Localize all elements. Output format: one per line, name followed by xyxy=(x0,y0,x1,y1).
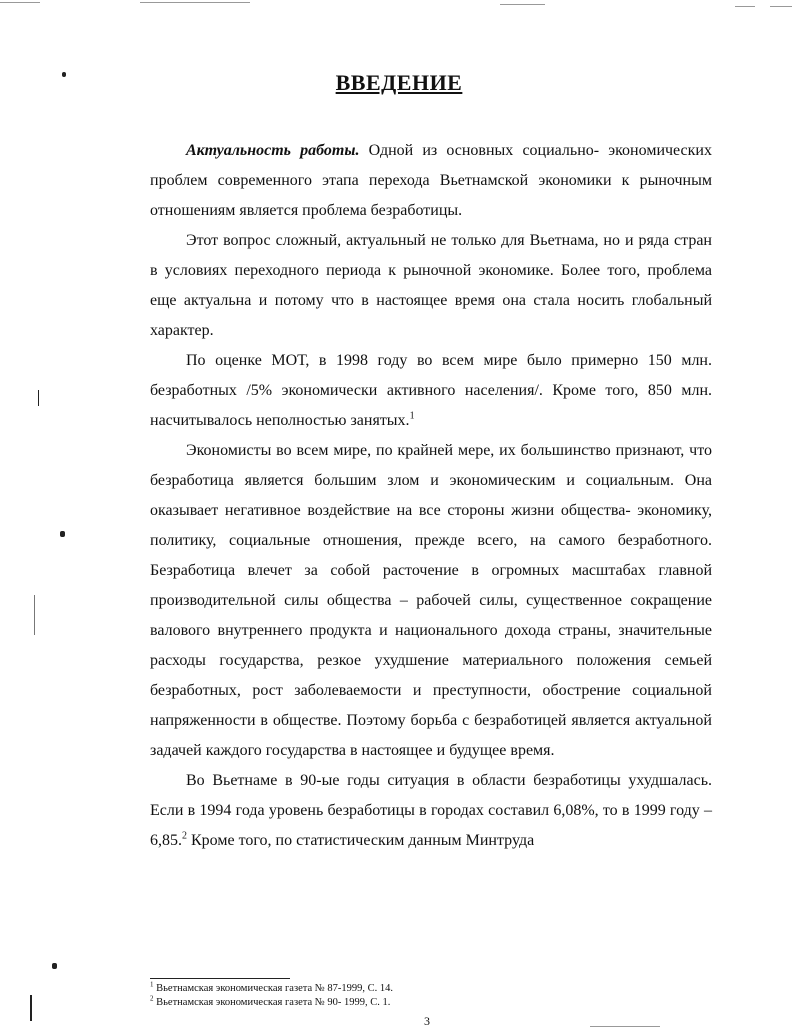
scan-dot xyxy=(60,531,65,537)
footnote-ref: 1 xyxy=(409,410,415,422)
scan-line-top-mid xyxy=(140,2,250,3)
scan-line-top-right-3 xyxy=(770,6,792,7)
footnote-ref: 2 xyxy=(182,830,187,842)
footnote-divider xyxy=(150,978,290,979)
paragraph xyxy=(150,766,712,856)
paragraph-text: По оценке МОТ, в 1998 году во всем мире было примерно 150 млн. безработных /5% экономически активного населения/. Кроме того, 850 млн. насчитывалось неполностью занятых. xyxy=(150,352,712,429)
scan-edge-mark xyxy=(38,390,39,406)
paragraph-text: Экономисты во всем мире, по крайней мере, их большинство признают, что безработица является большим злом и экономическим и социальным. Она оказывает негативное воздействие на все стороны жизни общества- экономику, политику, социальные отношения, прежде всего, на самого безработного. Безработица влечет за собой расточение в огромных масштабах главной производительной силы общества – рабочей силы, существенное сокращение валового внутреннего продукта и национального дохода страны, значительные расходы государства, резкое ухудшение материального положения семьей безработных, рост заболеваемости и преступности, обострение социальной напряженности в обществе. Поэтому борьба с безработицей является актуальной задачей каждого государства в настоящее и будущее время. xyxy=(150,442,712,759)
paragraph xyxy=(150,226,712,346)
scan-line-top-right-2 xyxy=(735,6,755,7)
footnote-text: Вьетнамская экономическая газета № 87-1999, С. 14. xyxy=(153,983,394,994)
footnote-mark: 1 xyxy=(150,980,154,989)
page-number: 3 xyxy=(424,1014,430,1028)
paragraph xyxy=(150,346,712,436)
paragraph-text: Этот вопрос сложный, актуальный не только для Вьетнама, но и ряда стран в условиях переходного периода к рыночной экономике. Более того, проблема еще актуальна и потому что в настоящее время она стала носить глобальный характер. xyxy=(150,232,712,339)
footnote-mark: 2 xyxy=(150,994,154,1003)
paragraph-lead: Актуальность работы. xyxy=(186,142,360,159)
footnote xyxy=(150,996,393,1010)
scan-line-top-right xyxy=(500,4,545,5)
scan-edge-mark xyxy=(34,595,35,635)
footnotes xyxy=(150,982,393,1010)
paragraph-text: Во Вьетнаме в 90-ые годы ситуация в области безработицы ухудшалась. Если в 1994 года уровень безработицы в городах составил 6,08%, то в 1999 году – 6,85. xyxy=(150,772,712,849)
paragraph-text: Кроме того, по статистическим данным Минтруда xyxy=(187,832,535,849)
paragraph-relevance xyxy=(150,136,712,226)
scan-dot xyxy=(52,963,57,969)
paragraph xyxy=(150,436,712,766)
page-title: ВВЕДЕНИЕ xyxy=(335,70,463,95)
paragraph-text: Одной из основных социально- экономических проблем современного этапа перехода Вьетнамской экономики к рыночным отношениям является проблема безработицы. xyxy=(150,142,712,219)
scan-line-top-left xyxy=(0,2,40,3)
scan-edge-mark xyxy=(30,995,32,1021)
footnote-text: Вьетнамская экономическая газета № 90- 1999, С. 1. xyxy=(153,997,391,1008)
main-text xyxy=(150,136,712,856)
scan-line-bottom-right xyxy=(590,1026,660,1027)
footnote xyxy=(150,982,393,996)
